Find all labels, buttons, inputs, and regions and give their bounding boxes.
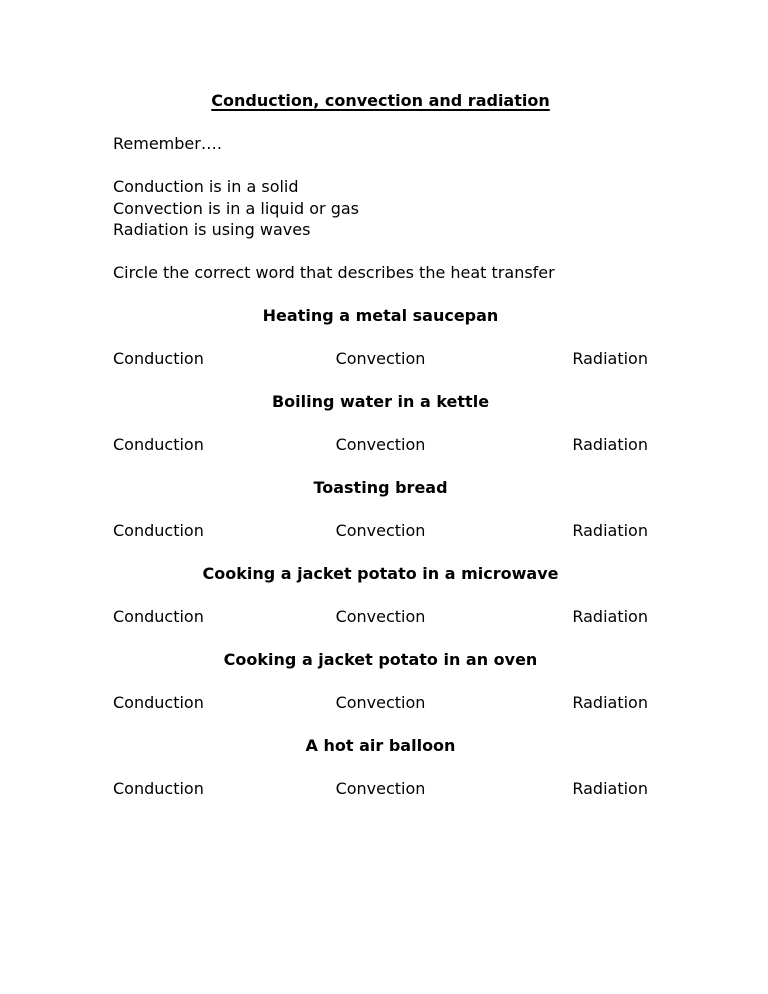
option-conduction[interactable]: Conduction — [113, 349, 204, 368]
option-radiation[interactable]: Radiation — [572, 435, 648, 454]
option-conduction[interactable]: Conduction — [113, 435, 204, 454]
question-heading: Toasting bread — [313, 478, 448, 497]
option-convection[interactable]: Convection — [335, 435, 426, 454]
option-conduction[interactable]: Conduction — [113, 693, 204, 712]
question-section-microwave — [113, 563, 648, 628]
fact-convection: Convection is in a liquid or gas — [113, 198, 359, 218]
question-section-saucepan — [113, 305, 648, 370]
facts-block — [113, 176, 648, 241]
question-heading: Heating a metal saucepan — [262, 306, 499, 325]
option-radiation[interactable]: Radiation — [572, 779, 648, 798]
option-convection[interactable]: Convection — [335, 693, 426, 712]
fact-radiation: Radiation is using waves — [113, 220, 311, 239]
option-conduction[interactable]: Conduction — [113, 779, 204, 798]
option-radiation[interactable]: Radiation — [572, 693, 648, 712]
option-radiation[interactable]: Radiation — [572, 607, 648, 626]
option-radiation[interactable]: Radiation — [572, 349, 648, 368]
options-row — [113, 434, 648, 456]
question-heading: Cooking a jacket potato in a microwave — [202, 564, 559, 583]
question-heading: Boiling water in a kettle — [271, 392, 490, 411]
options-row — [113, 520, 648, 542]
option-conduction[interactable]: Conduction — [113, 607, 204, 626]
question-section-oven — [113, 649, 648, 714]
option-convection[interactable]: Convection — [335, 607, 426, 626]
question-heading: Cooking a jacket potato in an oven — [223, 650, 538, 669]
question-section-balloon — [113, 735, 648, 800]
page-title: Conduction, convection and radiation — [211, 91, 550, 110]
option-convection[interactable]: Convection — [335, 349, 426, 368]
remember-text: Remember…. — [113, 134, 222, 153]
fact-conduction: Conduction is in a solid — [113, 177, 299, 196]
question-section-toast — [113, 477, 648, 542]
instruction-text: Circle the correct word that describes the heat transfer — [113, 263, 555, 282]
option-convection[interactable]: Convection — [335, 779, 426, 798]
question-heading: A hot air balloon — [305, 736, 456, 755]
option-conduction[interactable]: Conduction — [113, 521, 204, 540]
options-row — [113, 606, 648, 628]
options-row — [113, 348, 648, 370]
question-section-kettle — [113, 391, 648, 456]
option-radiation[interactable]: Radiation — [572, 521, 648, 540]
options-row — [113, 778, 648, 800]
option-convection[interactable]: Convection — [335, 521, 426, 540]
options-row — [113, 692, 648, 714]
